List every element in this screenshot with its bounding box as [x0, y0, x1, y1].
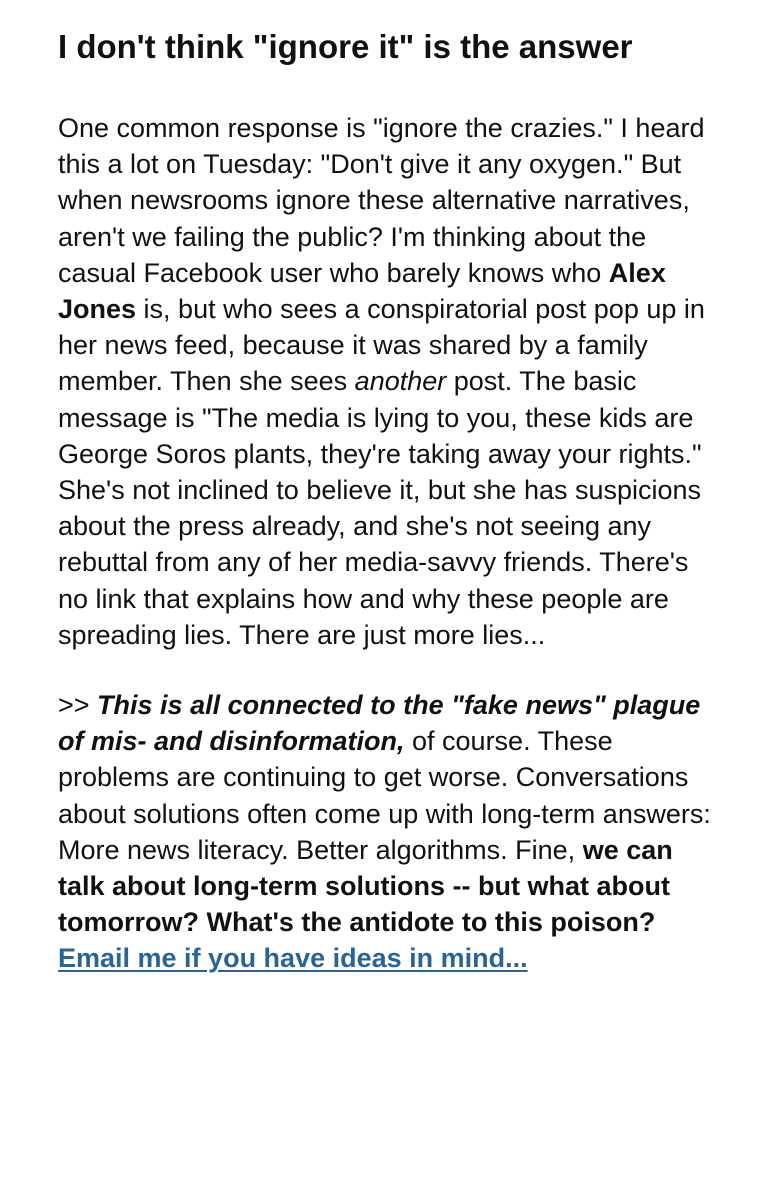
another-italic: another [354, 366, 447, 397]
paragraph1-text-2: is, but who sees a conspiratorial post pop up in her news feed, because it was shared by a family member. Then she sees [58, 294, 705, 397]
paragraph2-prefix: >> [58, 690, 98, 721]
article-heading: I don't think "ignore it" is the answer [58, 28, 633, 65]
fake-news-bold-italic: This is all connected to the "fake news" plague of mis- and disinformation, [58, 690, 701, 757]
long-term-solutions-bold: we can talk about long-term solutions -- but what about tomorrow? What's the antidote to this poison? [58, 834, 673, 938]
paragraph-fake-news [58, 687, 718, 977]
paragraph1-text-1: One common response is "ignore the crazies." I heard this a lot on Tuesday: "Don't give it any oxygen." But when newsrooms ignore these alternative narratives, aren't we failing the public? I'm thinking about the casual Facebook user who barely knows who [58, 113, 705, 288]
alex-jones-bold: Alex Jones [58, 257, 666, 325]
email-me-link[interactable]: Email me if you have ideas in mind... [58, 943, 528, 974]
paragraph-ignore-it [58, 110, 718, 653]
paragraph1-text-3: post. The basic message is "The media is lying to you, these kids are George Soros plants, they're taking away your rights." She's not inclined to believe it, but she has suspicions about the press already, and she's not seeing any rebuttal from any of her media-savvy friends. There's no link that explains how and why these people are spreading lies. There are just more lies... [58, 366, 702, 650]
paragraph2-text-1: of course. These problems are continuing to get worse. Conversations about solutions often come up with long-term answers: More news literacy. Better algorithms. Fine, [58, 726, 711, 865]
